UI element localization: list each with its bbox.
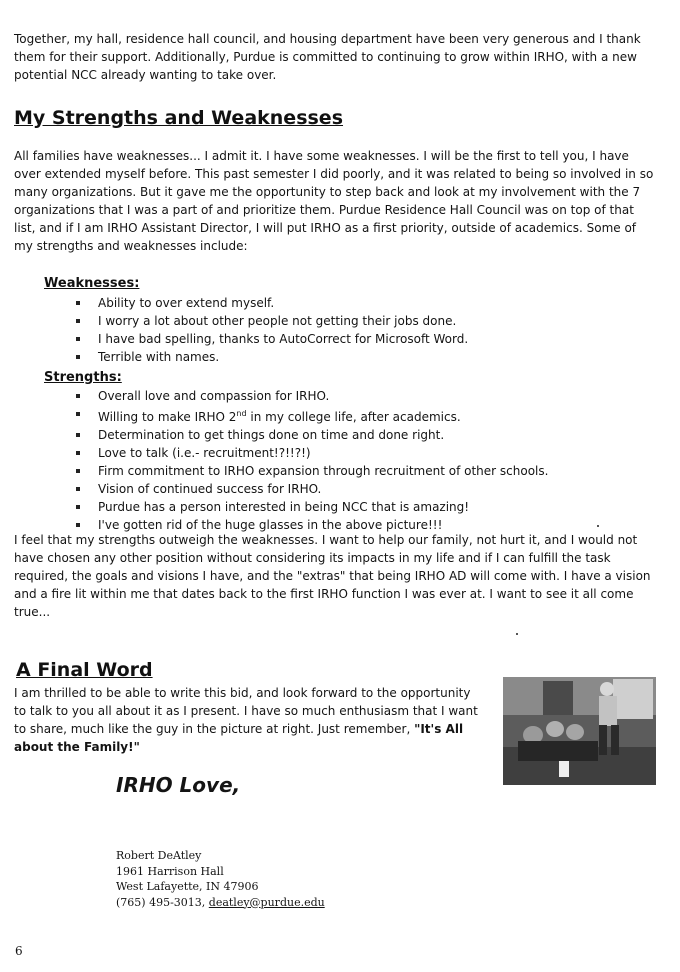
photo-graphic	[503, 677, 656, 785]
strengths-heading: Strengths:	[44, 370, 122, 385]
list-item: I worry a lot about other people not getting their jobs done.	[74, 312, 634, 330]
list-item: Ability to over extend myself.	[74, 294, 634, 312]
list-item: Vision of continued success for IRHO.	[74, 480, 634, 498]
list-item: Love to talk (i.e.- recruitment!?!!?!)	[74, 444, 634, 462]
intro-paragraph: Together, my hall, residence hall council, and housing department have been very generous and I thank them for their support. Additionally, Purdue is committed to continuing to grow within IRHO, with a new potential NCC already wanting to take over.	[14, 32, 641, 82]
weaknesses-heading: Weaknesses:	[44, 276, 140, 291]
list-item: Terrible with names.	[74, 348, 634, 366]
list-item: I have bad spelling, thanks to AutoCorrect for Microsoft Word.	[74, 330, 634, 348]
scan-speck	[597, 525, 599, 527]
contact-address-line-1: 1961 Harrison Hall	[116, 864, 224, 878]
final-word-heading: A Final Word	[16, 659, 153, 681]
contact-phone-email	[116, 895, 325, 911]
family-quote: "It's All about the Family!"	[14, 722, 464, 754]
list-item: I've gotten rid of the huge glasses in the above picture!!!	[74, 516, 634, 534]
final-word-text: I am thrilled to be able to write this bid, and look forward to the opportunity to talk to you all about it as I present. I have so much enthusiasm that I want to share, much like the guy in the picture at right. Just remember,	[14, 686, 478, 736]
page-number: 6	[15, 944, 23, 958]
strengths-intro-paragraph: All families have weaknesses... I admit it. I have some weaknesses. I will be the first to tell you, I have over extended myself before. This past semester I did poorly, and it was related to being so involved in so many organizations. But it gave me the opportunity to step back and look at my involvement with the 7 organizations that I was a part of and prioritize them. Purdue Residence Hall Council was on top of that list, and if I am IRHO Assistant Director, I will put IRHO as a first priority, outside of academics. Some of my strengths and weaknesses include:	[14, 149, 654, 253]
contact-email-link[interactable]: deatley@purdue.edu	[208, 895, 325, 909]
final-word-paragraph	[14, 684, 482, 756]
scan-speck	[516, 633, 518, 635]
weaknesses-list	[74, 294, 634, 366]
list-item: Firm commitment to IRHO expansion through recruitment of other schools.	[74, 462, 634, 480]
strengths-weaknesses-heading: My Strengths and Weaknesses	[14, 107, 344, 129]
closing-paragraph: I feel that my strengths outweigh the weaknesses. I want to help our family, not hurt it, and I would not have chosen any other position without considering its impacts in my life and if I can fulfill the task required, the goals and visions I have, and the "extras" that being IRHO AD will come with. I have a vision and a fire lit within me that dates back to the first IRHO function I was ever at. I want to see it all come true...	[14, 533, 651, 619]
list-item: Overall love and compassion for IRHO.	[74, 387, 634, 405]
contact-name: Robert DeAtley	[116, 849, 202, 862]
contact-block	[116, 848, 325, 910]
strengths-list	[74, 387, 634, 534]
enthusiastic-guy-photo	[503, 677, 656, 785]
list-item: Willing to make IRHO 2nd in my college life, after academics.	[74, 405, 634, 426]
contact-address-line-2: West Lafayette, IN 47906	[116, 880, 259, 893]
contact-phone: (765) 495-3013,	[116, 895, 206, 909]
list-item: Determination to get things done on time and done right.	[74, 426, 634, 444]
list-item: Purdue has a person interested in being NCC that is amazing!	[74, 498, 634, 516]
sign-off: IRHO Love,	[116, 773, 241, 797]
